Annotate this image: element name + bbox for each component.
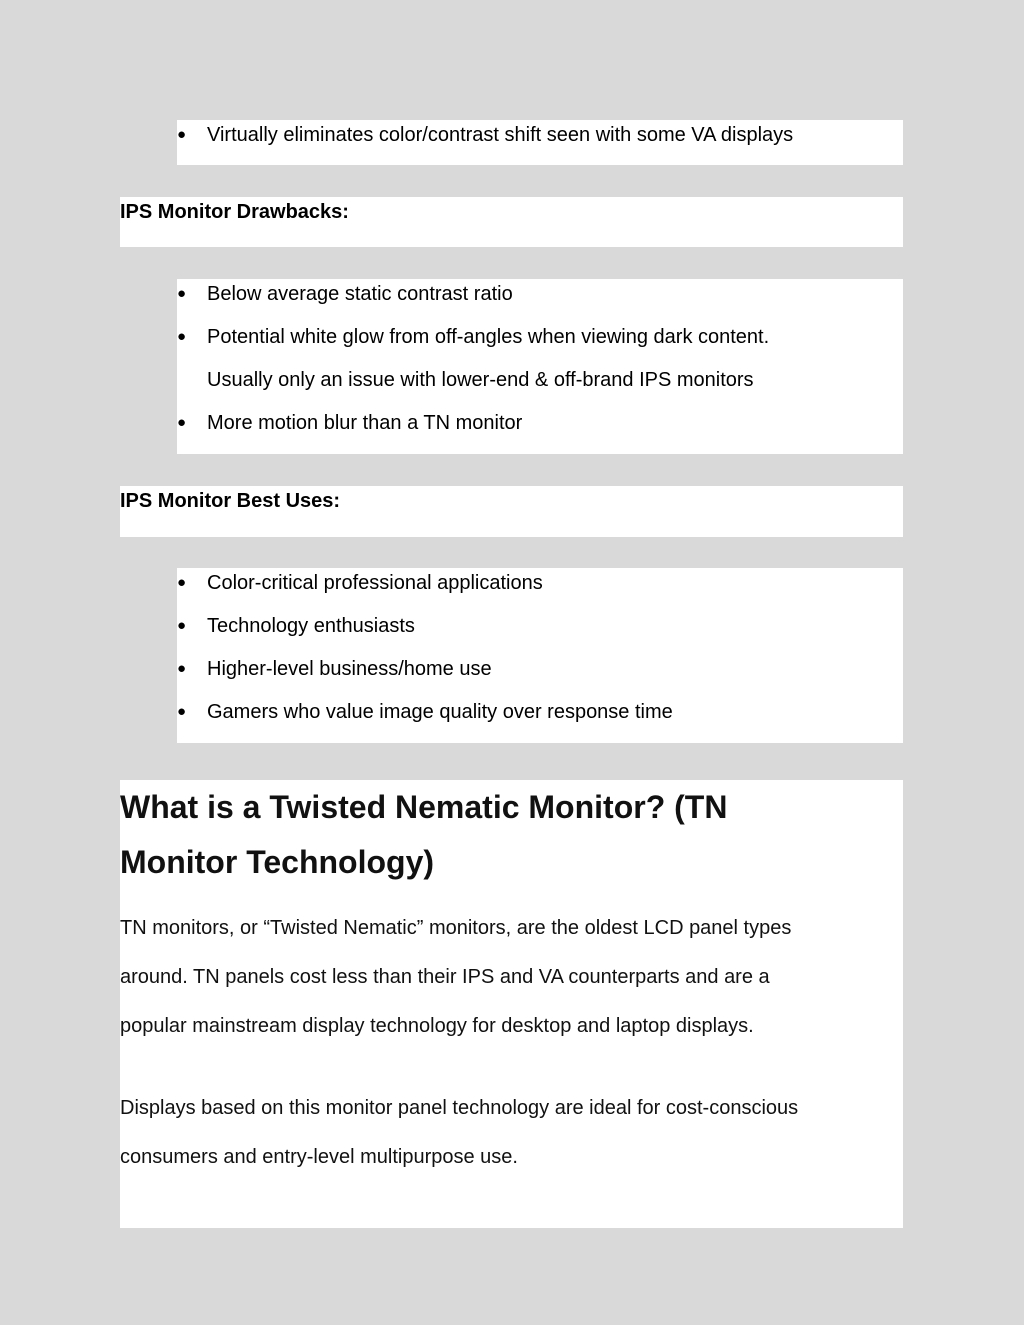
bullet-icon: ● [177,574,187,591]
list-item: ● More motion blur than a TN monitor [177,408,903,451]
section-title-line: What is a Twisted Nematic Monitor? (TN [120,789,728,825]
paragraph-line: around. TN panels cost less than their IPS and VA counterparts and are a [120,966,770,988]
paragraph-line: consumers and entry-level multipurpose use. [120,1146,518,1168]
section-title [120,780,903,890]
list-item: ● Below average static contrast ratio [177,279,903,322]
best-uses-heading-block [120,486,903,537]
paragraph-2 [120,1084,903,1182]
bullet-icon: ● [177,126,187,143]
drawbacks-heading-block [120,197,903,247]
bullet-icon: ● [177,660,187,677]
drawbacks-heading: IPS Monitor Drawbacks: [120,201,349,223]
list-item: ● Technology enthusiasts [177,611,903,654]
tn-section [120,780,903,1228]
paragraph-line: Displays based on this monitor panel technology are ideal for cost-conscious [120,1097,799,1119]
list-item: ● Gamers who value image quality over response time [177,697,903,740]
list-item: ● Higher-level business/home use [177,654,903,697]
best-uses-list [177,568,903,743]
ips-benefits-list-continued [177,120,903,165]
bullet-icon: ● [177,328,187,345]
paragraph-line: popular mainstream display technology for desktop and laptop displays. [120,1015,754,1037]
bullet-icon: ● [177,414,187,431]
best-uses-heading: IPS Monitor Best Uses: [120,490,341,512]
drawbacks-list [177,279,903,454]
list-item: ● Virtually eliminates color/contrast shift seen with some VA displays [177,120,903,163]
bullet-icon: ● [177,285,187,302]
bullet-icon: ● [177,703,187,720]
paragraph-1 [120,904,903,1051]
paragraph-line: TN monitors, or “Twisted Nematic” monitors, are the oldest LCD panel types [120,917,792,939]
list-item-continuation: Usually only an issue with lower-end & off-brand IPS monitors [207,369,754,391]
bullet-icon: ● [177,617,187,634]
list-item: ● Color-critical professional applications [177,568,903,611]
section-title-line: Monitor Technology) [120,844,435,880]
list-item: ● Potential white glow from off-angles when viewing dark content. [177,322,903,365]
